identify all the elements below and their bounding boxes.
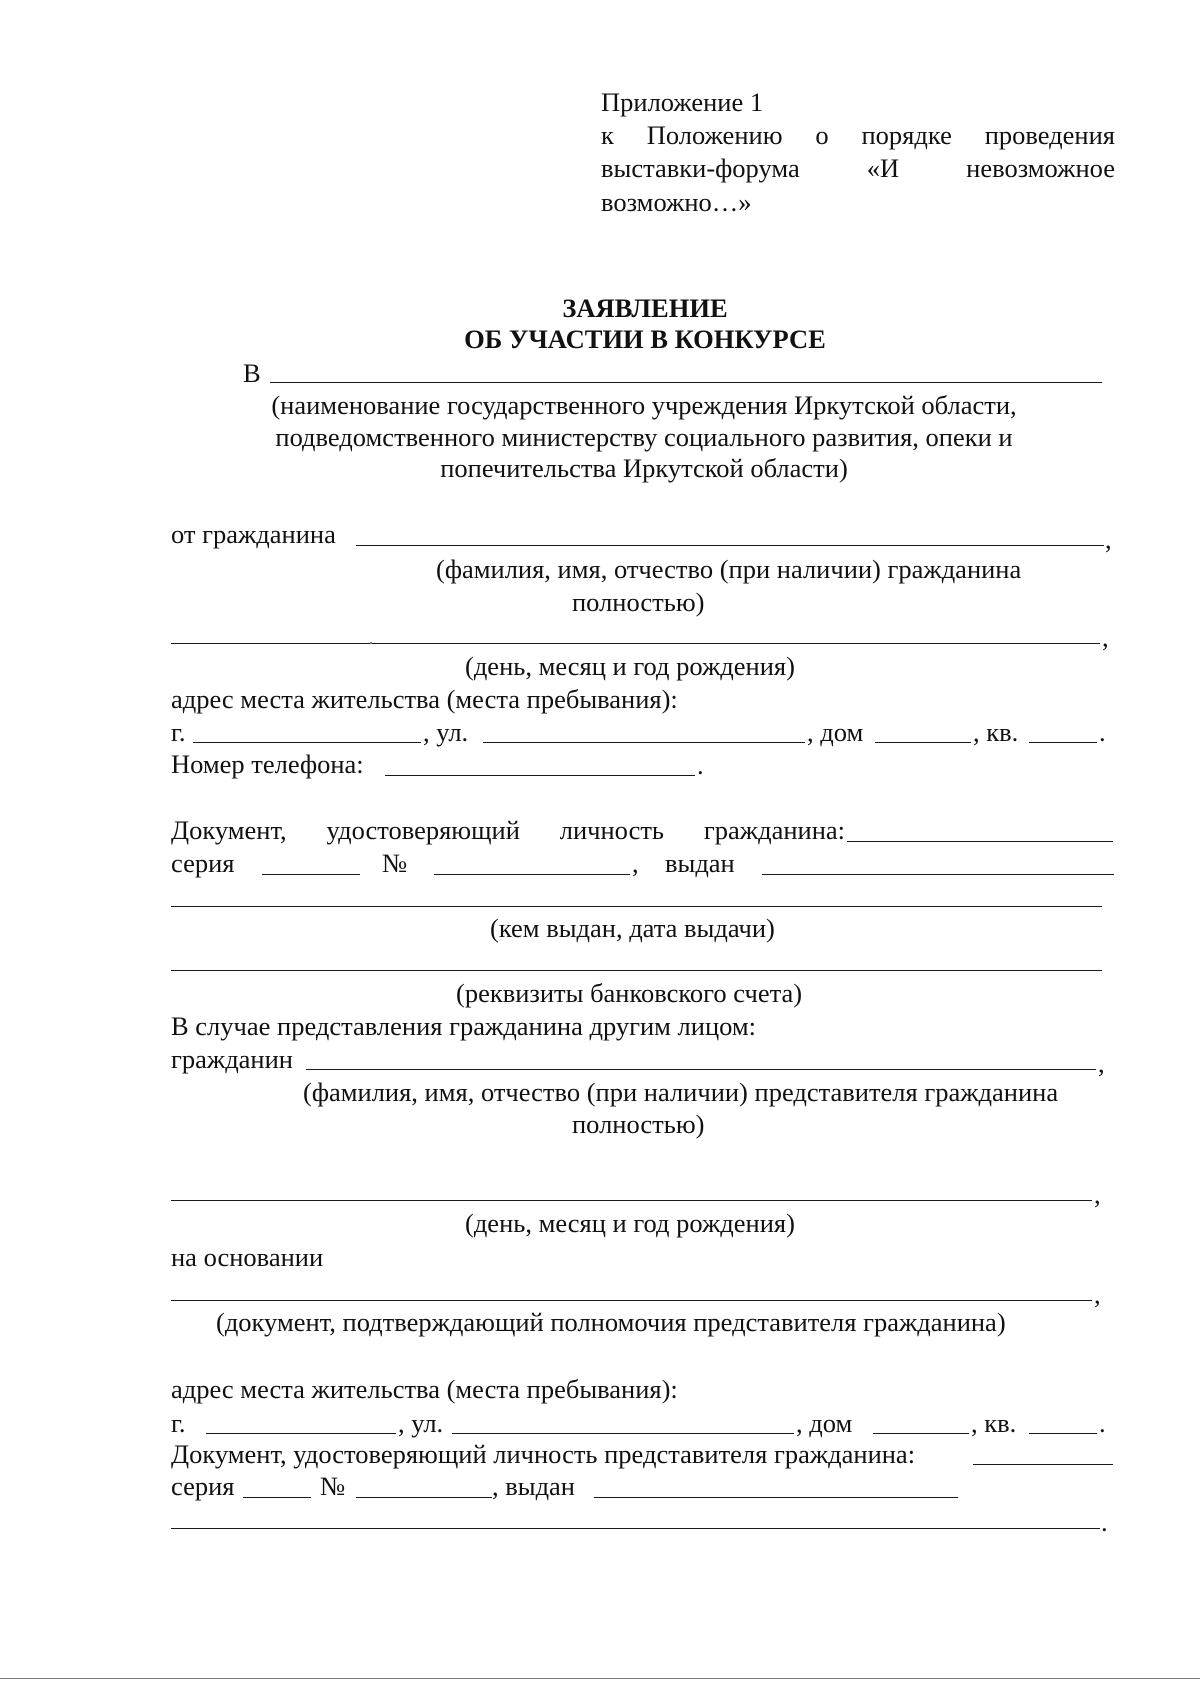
representative-series-blank[interactable] [243, 1497, 311, 1498]
phone-blank[interactable] [385, 775, 695, 776]
final-period: . [1101, 1507, 1108, 1537]
issued-blank[interactable] [762, 874, 1114, 875]
street-label: , ул. [423, 717, 469, 747]
street-blank[interactable] [483, 742, 805, 743]
period: . [1099, 1408, 1106, 1438]
representative-id-document-blank[interactable] [973, 1464, 1113, 1465]
id-document-label [171, 814, 845, 846]
id-document-blank[interactable] [847, 841, 1113, 842]
period: . [697, 750, 704, 780]
number-label: № [320, 1471, 346, 1501]
representative-id-document-label: Документ, удостоверяющий личность представителя гражданина: [171, 1439, 916, 1469]
street-label: , ул. [398, 1408, 444, 1438]
representative-city-blank[interactable] [206, 1433, 396, 1434]
issued-label: , выдан [492, 1471, 575, 1501]
appendix-word: Положению [646, 120, 783, 150]
representative-flat-blank[interactable] [1029, 1433, 1097, 1434]
representative-birth-caption: (день, месяц и год рождения) [465, 1208, 795, 1238]
citizen-name-caption-1: (фамилия, имя, отчество (при наличии) гражданина [436, 554, 1022, 584]
comma: , [1102, 622, 1109, 652]
citizen-birth-blank[interactable] [171, 643, 1100, 644]
appendix-word: выставки-форума [601, 153, 800, 183]
appendix-word: порядке [861, 120, 952, 150]
number-label: № [382, 848, 408, 878]
institution-caption-2: подведомственного министерству социального развития, опеки и [275, 422, 1013, 452]
series-label: серия [171, 1471, 235, 1501]
scan-dot [370, 642, 372, 644]
house-label: , дом [796, 1408, 853, 1438]
period: . [1099, 717, 1106, 747]
appendix-word: «И [866, 153, 900, 183]
representative-issued-blank[interactable] [594, 1497, 958, 1498]
flat-blank[interactable] [1029, 742, 1097, 743]
city-blank[interactable] [193, 742, 421, 743]
comma: , [1098, 1048, 1105, 1078]
issued-label: выдан [665, 848, 735, 878]
issued-by-caption: (кем выдан, дата выдачи) [490, 913, 775, 943]
document-subtitle: ОБ УЧАСТИИ В КОНКУРСЕ [464, 324, 826, 354]
representative-name-blank[interactable] [306, 1069, 1096, 1070]
series-blank[interactable] [262, 874, 360, 875]
citizen-birth-caption: (день, месяц и год рождения) [465, 651, 795, 681]
appendix-word: к [601, 120, 614, 150]
citizen-address-label: адрес места жительства (места пребывания): [171, 684, 678, 714]
appendix-line-2 [601, 119, 1115, 151]
institution-blank[interactable] [270, 382, 1102, 383]
institution-prefix: В [243, 358, 261, 388]
citizen-name-caption-2: полностью) [572, 587, 705, 617]
institution-caption-3: попечительства Иркутской области) [440, 453, 848, 483]
comma: , [1094, 1179, 1101, 1209]
flat-label: , кв. [971, 1408, 1017, 1438]
comma: , [632, 848, 639, 878]
representative-citizen-label: гражданин [171, 1044, 293, 1074]
id-doc-word: личность [559, 815, 665, 845]
id-doc-word: удостоверяющий [326, 815, 520, 845]
appendix-line-4: возможно…» [601, 187, 752, 217]
basis-caption: (документ, подтверждающий полномочия представителя гражданина) [216, 1307, 1006, 1337]
representative-birth-blank[interactable] [171, 1200, 1092, 1201]
basis-blank[interactable] [171, 1300, 1092, 1301]
comma: , [1094, 1279, 1101, 1309]
city-label: г. [171, 717, 186, 747]
document-title: ЗАЯВЛЕНИЕ [562, 293, 728, 323]
representative-name-caption-2: полностью) [572, 1109, 705, 1139]
page-edge-line [0, 1678, 1200, 1679]
institution-caption-1: (наименование государственного учреждения Иркутской области, [271, 390, 1017, 420]
appendix-word: проведения [984, 120, 1115, 150]
bank-details-blank[interactable] [171, 970, 1102, 971]
representative-address-label: адрес места жительства (места пребывания): [171, 1374, 678, 1404]
appendix-line-3 [601, 152, 1115, 184]
representative-issued-by-blank[interactable] [171, 1528, 1100, 1529]
representative-intro: В случае представления гражданина другим лицом: [171, 1011, 757, 1041]
number-blank[interactable] [434, 874, 630, 875]
representative-number-blank[interactable] [356, 1497, 492, 1498]
representative-house-blank[interactable] [873, 1433, 969, 1434]
bank-details-caption: (реквизиты банковского счета) [456, 978, 803, 1008]
representative-name-caption-1: (фамилия, имя, отчество (при наличии) представителя гражданина [303, 1077, 1059, 1107]
basis-label: на основании [171, 1242, 324, 1272]
house-label: , дом [807, 717, 864, 747]
city-label: г. [171, 1408, 186, 1438]
phone-label: Номер телефона: [171, 749, 364, 779]
flat-label: , кв. [973, 717, 1019, 747]
house-blank[interactable] [875, 742, 971, 743]
series-label: серия [171, 848, 235, 878]
appendix-word: о [815, 120, 829, 150]
comma: , [1105, 524, 1112, 554]
appendix-title: Приложение 1 [601, 87, 764, 117]
appendix-word: невозможное [966, 153, 1115, 183]
issued-by-blank[interactable] [171, 906, 1102, 907]
representative-street-blank[interactable] [452, 1433, 794, 1434]
from-citizen-label: от гражданина [171, 519, 336, 549]
citizen-name-blank[interactable] [356, 545, 1104, 546]
id-doc-word: гражданина: [703, 815, 845, 845]
id-doc-word: Документ, [171, 815, 287, 845]
